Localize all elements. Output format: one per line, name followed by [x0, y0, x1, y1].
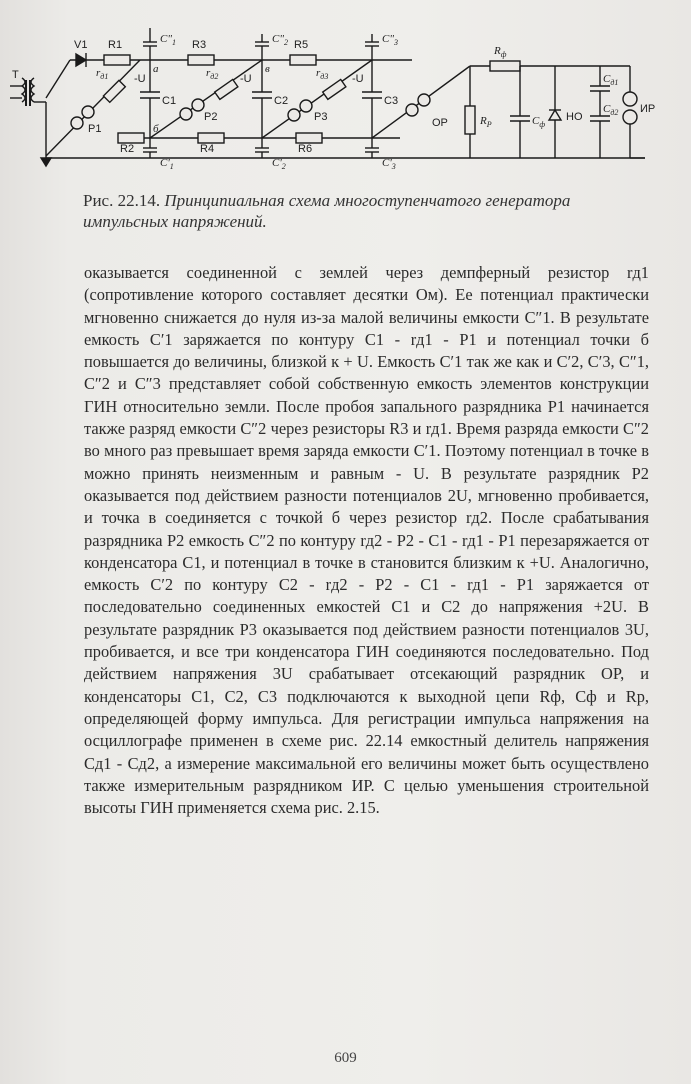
label-minus-u-3: -U [352, 73, 364, 85]
figure-caption [83, 190, 643, 232]
label-r4: R4 [200, 143, 215, 155]
transformer-lead [46, 60, 70, 98]
body-paragraph: оказывается соединенной с землей через демпферный резистор rд1 (сопротивление которого составляет десятки Ом). Ее потенциал практически мгновенно снижается до нуля из-за малой величины емкости C″1. В результате емкость C′1 заряжается по контуру C1 - rд1 - P1 и потенциал точки б повышается до величины, близкой к + U. Емкость C′1 так же как и C′2, C′3, C″1, C″2 и C″3 представляет собой собственную емкость элементов конструкции ГИН относительно земли. После пробоя запального разрядника P1 начинается также разряд емкости C″2 через резисторы R3 и rд1. Время разряда емкости C″2 во много раз превышает время заряда емкости C′1. Поэтому потенциал в точке в можно принять неизменным и равным - U. В результате разрядник P2 оказывается под действием разности потенциалов 2U, мгновенно пробивается, и точка в соединяется с точкой б через резистор rд2. После срабатывания разрядника P2 емкость C″2 по контуру rд2 - P2 - C1 - rд1 - P1 перезаряжается от конденсатора C1, и потенциал в точке в становится близким к +U. Аналогично, емкость C′2 по контуру C2 - rд2 - P2 - C1 - rд1 - P1 заряжается от последовательно соединенных емкостей C1 и C2 до напряжения +2U. В результате разрядник P3 оказывается под действием разности потенциалов 3U, пробивается, и все три конденсатора ГИН соединяются последовательно. Под действием напряжения 3U срабатывает отсекающий разрядник OP, и конденсаторы C1, C2, C3 подключаются к выходной цепи Rф, Cф и Rр, определяющей форму импульса. Для регистрации импульса напряжения на осциллографе применен в схеме рис. 22.14 емкостный делитель напряжения Cд1 - Cд2, а измерение максимальной его величины может быть осуществлено также измерительным разрядником ИР. С целью уменьшения строительной высоты ГИН применяется схема рис. 2.15. [84, 263, 649, 818]
label-r2: R2 [120, 143, 135, 155]
label-v1: V1 [74, 39, 88, 51]
label-minus-u-1: -U [134, 73, 146, 85]
caption-text: Принципиальная схема многоступенчатого генератора импульсных напряжений. [83, 191, 571, 231]
diode-v1 [76, 53, 86, 67]
stage-capacitor-c3 [362, 60, 382, 138]
label-cf: $C_ф$ [532, 115, 546, 129]
resistor-r2 [118, 133, 144, 143]
resistor-r3 [188, 55, 214, 65]
label-c3-bottom: $C'_3$ [382, 157, 396, 171]
label-c1-top: $C"_1$ [160, 33, 176, 47]
stray-capacitors-top [143, 34, 379, 60]
label-minus-u-2: -U [240, 73, 252, 85]
label-rd2: $r_{д2}$ [206, 67, 219, 81]
transformer [10, 78, 46, 158]
resistor-r1 [104, 55, 130, 65]
label-op: OP [432, 117, 448, 129]
label-rd3: $r_{д3}$ [316, 67, 329, 81]
label-p2: P2 [204, 111, 218, 123]
label-r6: R6 [298, 143, 313, 155]
body-text [84, 262, 649, 819]
resistor-r6 [296, 133, 322, 143]
label-node-a: a [153, 63, 159, 75]
label-rp: $R_P$ [480, 115, 492, 129]
label-rd1: $r_{д1}$ [96, 67, 109, 81]
label-c3: C3 [384, 95, 399, 107]
label-node-b: б [153, 123, 159, 135]
label-node-v: в [265, 63, 270, 75]
label-c3-top: $C"_3$ [382, 33, 398, 47]
label-c2-bottom: $C'_2$ [272, 157, 286, 171]
circuit-diagram [0, 20, 691, 188]
label-c1-bottom: $C'_1$ [160, 157, 174, 171]
page-number: 609 [334, 1050, 357, 1066]
label-c1: C1 [162, 95, 177, 107]
label-r5: R5 [294, 39, 309, 51]
label-r3: R3 [192, 39, 207, 51]
label-c2-top: $C"_2$ [272, 33, 288, 47]
caption-label: Рис. 22.14. [83, 191, 161, 210]
label-ho: НО [566, 111, 583, 123]
resistor-r4 [198, 133, 224, 143]
label-r1: R1 [108, 39, 123, 51]
stray-capacitors-bottom [143, 138, 379, 158]
label-cd1: $C_{д1}$ [603, 73, 619, 87]
label-cd2: $C_{д2}$ [603, 103, 619, 117]
label-p3: P3 [314, 111, 328, 123]
resistor-r5 [290, 55, 316, 65]
label-ir: ИР [640, 103, 656, 115]
label-rf: $R_ф$ [494, 45, 507, 59]
label-p1: P1 [88, 123, 102, 135]
ground-symbol [41, 158, 51, 166]
label-c2: C2 [274, 95, 289, 107]
label-t: T [12, 69, 19, 81]
